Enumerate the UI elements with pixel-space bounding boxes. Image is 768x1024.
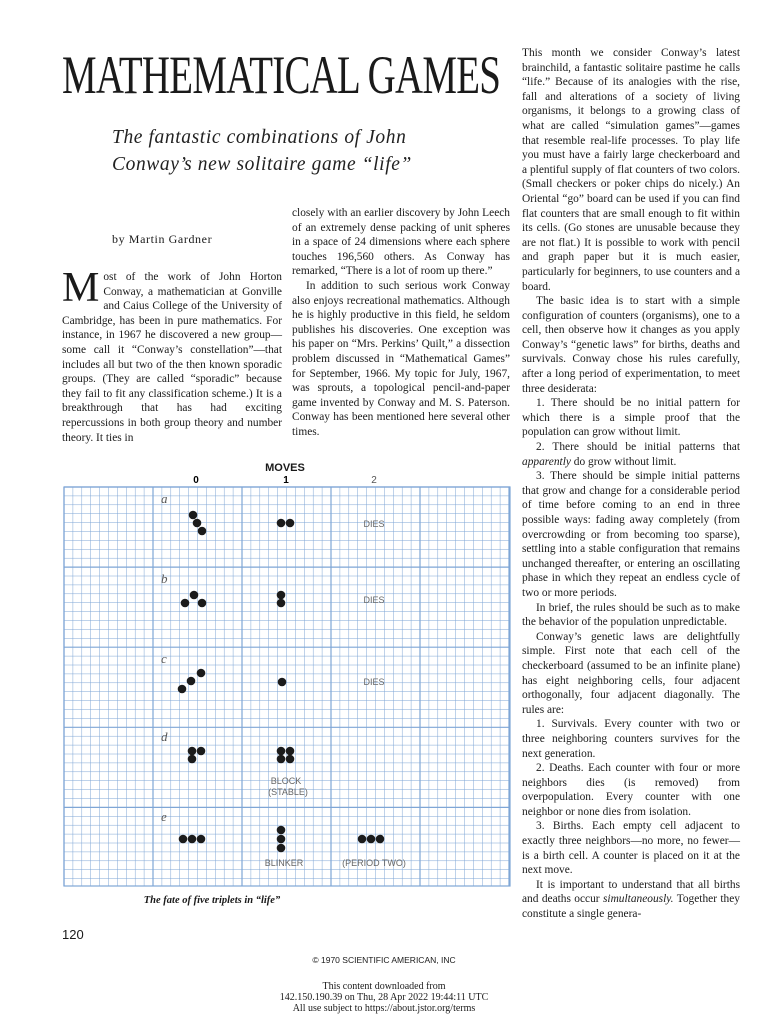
paragraph (522, 440, 740, 469)
text-column-3 (522, 46, 740, 922)
counter (178, 685, 187, 694)
moves-label: MOVES (265, 462, 305, 474)
counter (197, 669, 206, 678)
counter (197, 835, 206, 844)
paragraph-text: ost of the work of John Horton Conway, a mathematician at Gonville and Caius College of the University of Cambridge, has been in pure mathematics. For instance, in 1967 he discovered a new group—some call it “Conway’s constellation”—that includes all but two of the then known sporadic groups. (They are called “sporadic” because they fail to fit any classification scheme.) It is a breakthrough that has had exciting repercussions in both group theory and number theory. It ties in (62, 271, 282, 444)
counter (197, 747, 206, 756)
footer-line: 142.150.190.39 on Thu, 28 Apr 2022 19:44:11 UTC (279, 992, 489, 1003)
counter (198, 599, 207, 608)
drop-cap: M (62, 265, 100, 311)
paragraph (522, 878, 740, 922)
row-letter-a: a (161, 491, 168, 506)
grid-lines (64, 487, 510, 886)
emphasis: apparently (522, 455, 571, 468)
paragraph (62, 265, 282, 445)
text-column-2 (292, 206, 510, 440)
row-letter-d: d (161, 729, 168, 744)
counter (376, 835, 385, 844)
counter (277, 844, 286, 853)
counter (188, 747, 197, 756)
counter (198, 527, 207, 536)
footer-line: This content downloaded from (322, 981, 446, 992)
label-dies-a: DIES (363, 519, 385, 529)
paragraph: The basic idea is to start with a simple configuration of counters (organisms), one to a cell, then observe how it changes as you apply Conway’s “genetic laws” for births, deaths and survivals. Conway chose his rules carefully, after a long period of experimentation, to meet three desiderata: (522, 295, 740, 395)
paragraph-text: Together they constitute a single genera- (522, 893, 740, 921)
row-letter-b: b (161, 571, 168, 586)
counter (277, 747, 286, 756)
paragraph: closely with an earlier discovery by John Leech of an extremely dense packing of unit spheres in a space of 24 dimensions where each sphere touches 196,560 others. As Conway has remarked, “There is a lot of room up there.” (292, 207, 510, 278)
paragraph-text: do grow without limit. (570, 455, 677, 468)
counter (278, 678, 287, 687)
footer-line: All use subject to https://about.jstor.org/terms (292, 1003, 476, 1014)
label-dies-b: DIES (363, 595, 385, 605)
article-subtitle: The fantastic combinations of John Conway’s new solitaire game “life” (112, 127, 412, 175)
counter (190, 591, 199, 600)
figure-caption: The fate of five triplets in “life” (143, 895, 281, 906)
paragraph: 3. There should be simple initial patterns that grow and change for a considerable period of time before coming to an end in three possible ways: fading away completely (from overcrowding or from becoming too sparse), settling into a stable configuration that remains unchanged thereafter, or entering an oscillating phase in which they repeat an endless cycle of two or more periods. (522, 470, 740, 599)
counter (188, 835, 197, 844)
paragraph: 1. There should be no initial pattern for which there is a simple proof that the population can grow without limit. (522, 397, 740, 439)
counter (277, 519, 286, 528)
paragraph-text: 2. There should be initial patterns that (536, 441, 740, 454)
counter (286, 747, 295, 756)
paragraph: Conway’s genetic laws are delightfully simple. First note that each cell of the checkerboard (assumed to be an infinite plane) has eight neighboring cells, four adjacent orthogonally, four adjacent diagonally. The rules are: (522, 630, 740, 716)
paragraph: 3. Births. Each empty cell adjacent to exactly three neighbors—no more, no fewer—is a birth cell. A counter is placed on it at the next move. (522, 820, 740, 877)
download-footer (0, 981, 768, 1014)
counter (277, 591, 286, 600)
paragraph: In brief, the rules should be such as to make the behavior of the population unpredictable. (522, 601, 740, 629)
label-dies-c: DIES (363, 677, 385, 687)
paragraph: In addition to such serious work Conway also enjoys recreational mathematics. Although he is highly productive in this field, he seldom publishes his discoveries. One exception was his paper on “Mrs. Perkins’ Quilt,” a dissection problem discussed in “Mathematical Games” for September, 1966. My topic for July, 1967, was sprouts, a topological pencil-and-paper game invented by Conway and M. S. Paterson. Conway has been mentioned here several other times. (292, 279, 510, 438)
byline: by Martin Gardner (112, 232, 213, 246)
life-figure (62, 462, 512, 892)
counter (277, 835, 286, 844)
label-blinker: BLINKER (264, 858, 304, 868)
counter (277, 826, 286, 835)
counter (181, 599, 190, 608)
copyright-notice: © 1970 SCIENTIFIC AMERICAN, INC (312, 955, 456, 965)
move-number-1: 1 (283, 475, 289, 486)
label-stable: (STABLE) (268, 787, 308, 797)
counter (286, 755, 295, 764)
life-grid-figure (62, 462, 512, 892)
counter (358, 835, 367, 844)
counter (286, 519, 295, 528)
page-title: MATHEMATICAL GAMES (62, 45, 501, 105)
move-number-0: 0 (193, 475, 199, 486)
paragraph: 1. Survivals. Every counter with two or three neighboring counters survives for the next generation. (522, 718, 740, 760)
paragraph: 2. Deaths. Each counter with four or more neighbors dies (is removed) from overpopulation. Every counter with one neighbor or none dies from isolation. (522, 762, 740, 818)
counter (179, 835, 188, 844)
label-block: BLOCK (270, 776, 302, 786)
paragraph-text: It is important to understand that all births and deaths occur (522, 878, 740, 906)
counters (178, 511, 385, 853)
row-letter-c: c (161, 651, 167, 666)
row-letter-e: e (161, 809, 167, 824)
page-number: 120 (62, 927, 84, 942)
paragraph: This month we consider Conway’s latest brainchild, a fantastic solitaire pastime he calls “life.” Because of its analogies with the rise, fall and alterations of a society of living organisms, it belongs to a growing class of what are called “simulation games”—games that resemble real-life processes. To play life you must have a fairly large checkerboard and a plentiful supply of flat counters of two colors. (Small checkers or poker chips do nicely.) An Oriental “go” board can be used if you can find flat counters that are small enough to fit within its cells. (Go stones are unusable because they are not flat.) It is possible to work with pencil and graph paper but it is much easier, particularly for beginners, to use counters and a board. (522, 47, 740, 293)
counter (277, 755, 286, 764)
grid-border (64, 487, 510, 886)
counter (187, 677, 196, 686)
counter (188, 755, 197, 764)
counter (189, 511, 198, 520)
counter (277, 599, 286, 608)
move-number-2: 2 (371, 475, 377, 486)
counter (193, 519, 202, 528)
label-period-two: (PERIOD TWO) (342, 858, 406, 868)
counter (367, 835, 376, 844)
emphasis: simultaneously. (602, 893, 674, 906)
text-column-1 (62, 265, 282, 445)
